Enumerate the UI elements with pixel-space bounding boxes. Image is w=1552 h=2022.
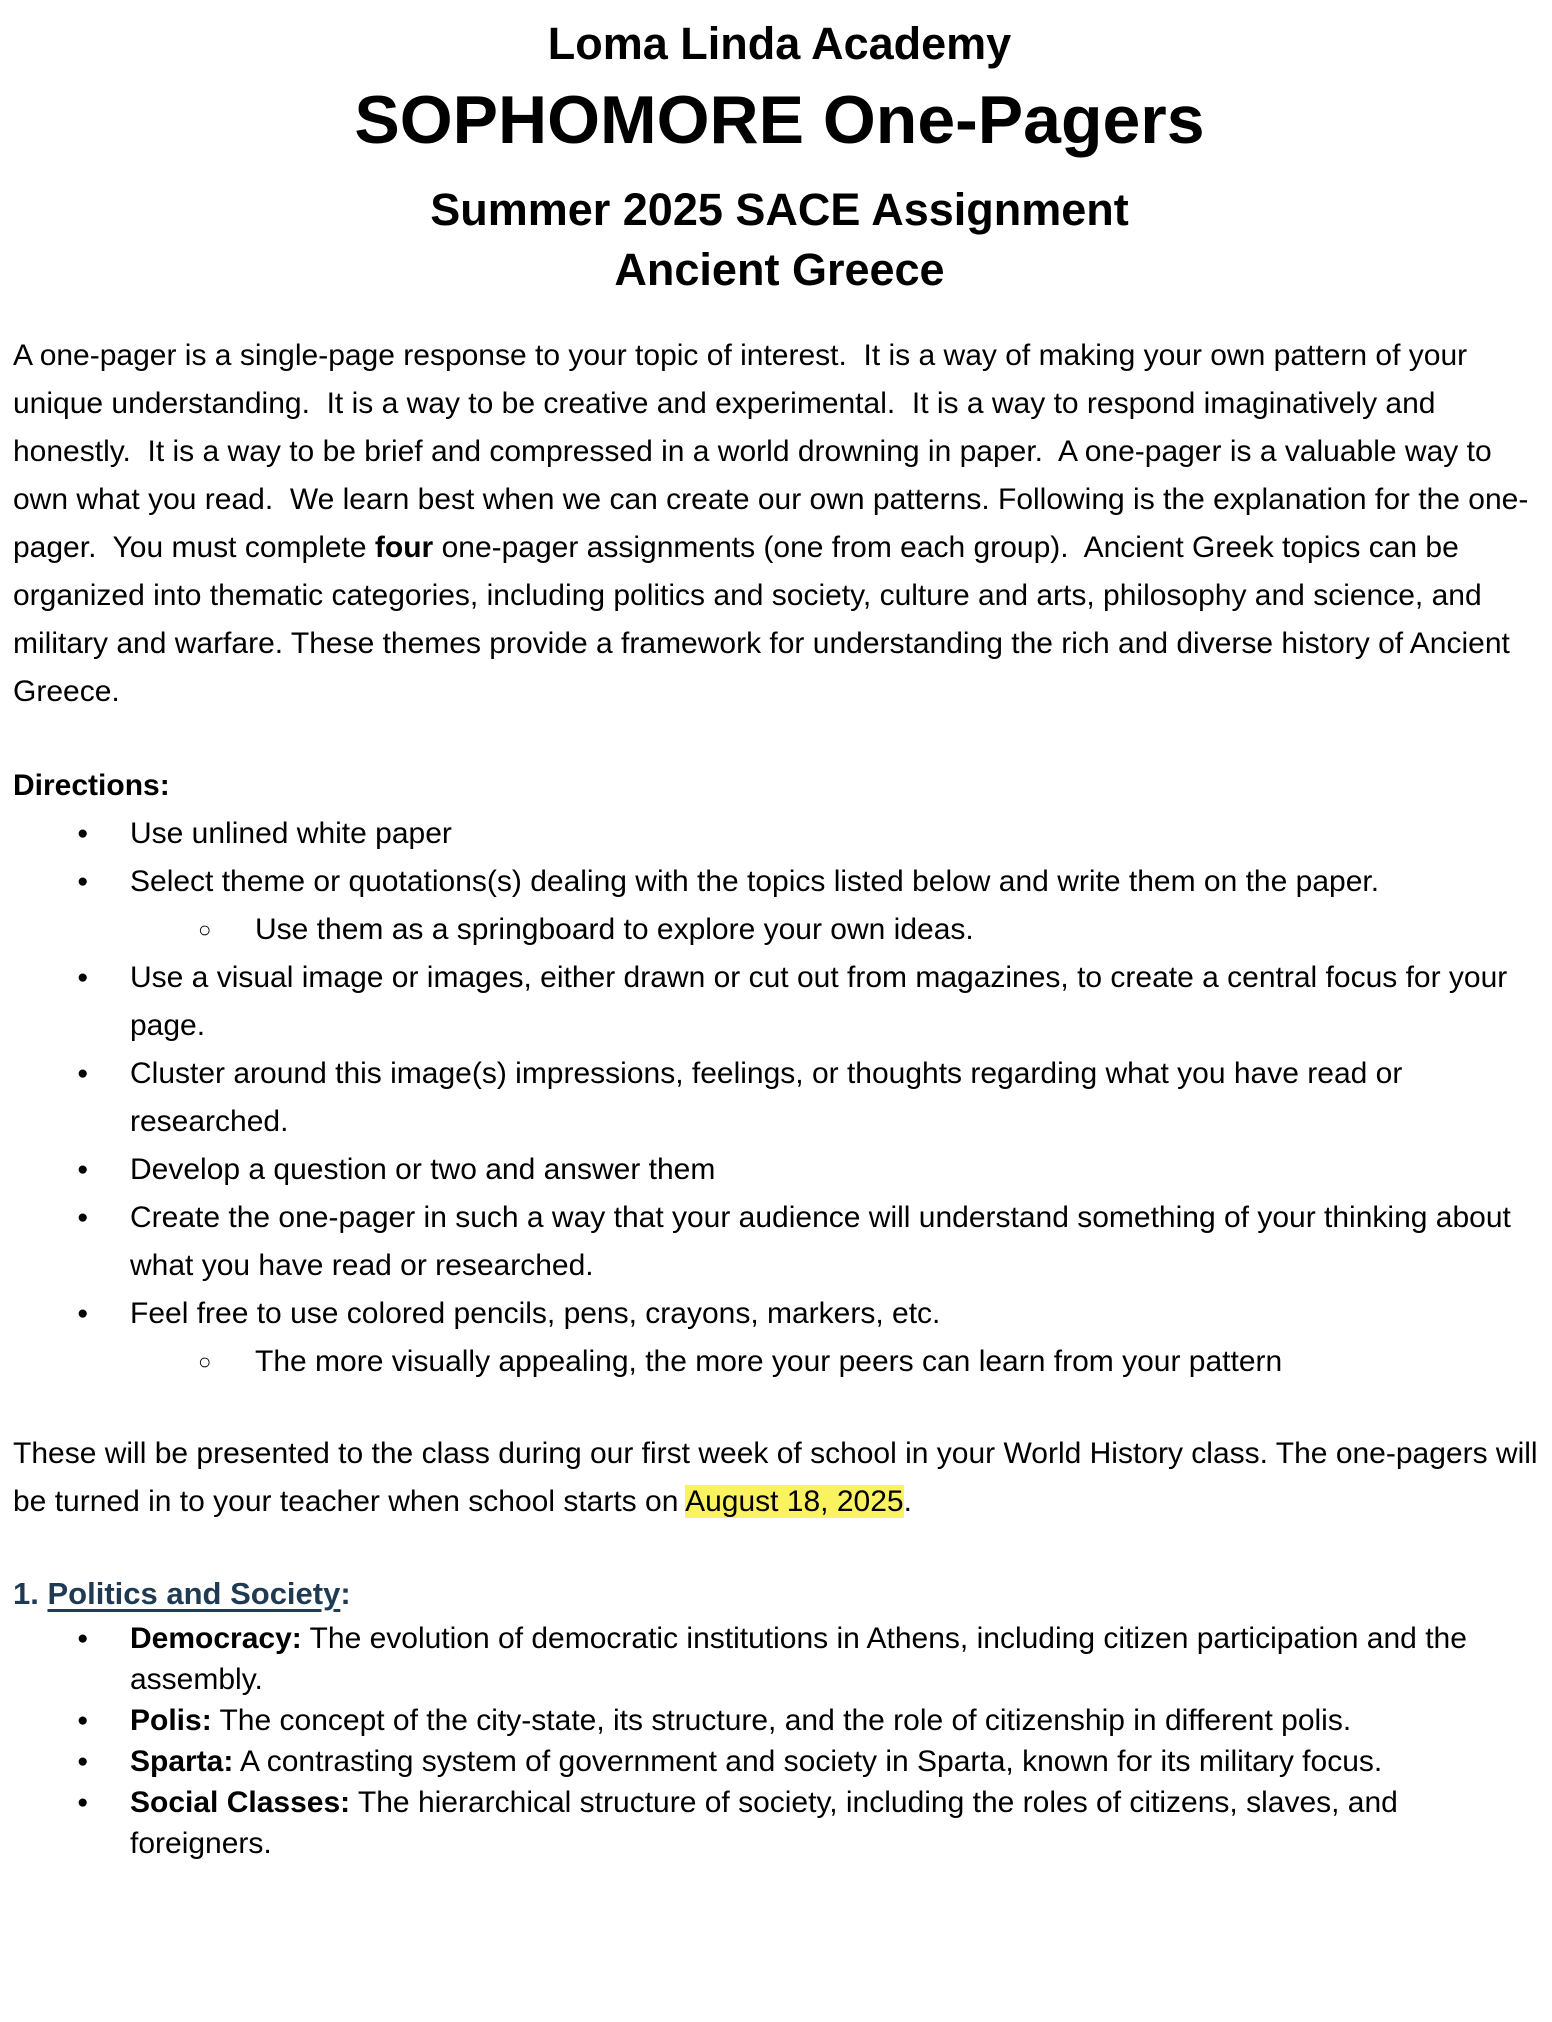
topic-description: The concept of the city-state, its structure, and the role of citizenship in different polis. [211,1704,1352,1737]
closing-paragraph [13,1430,1546,1526]
topic-term: Sparta: [130,1745,234,1778]
topic-list-item [13,1782,1546,1864]
intro-text-after: one-pager assignments (one from each group). Ancient Greek topics can be organized into thematic categories, including politics and society, culture and arts, philosophy and science, and military and warfare. These themes provide a framework for understanding the rich and diverse history of Ancient Greece. [13,531,1519,708]
topic-list-item [13,1700,1546,1741]
directions-list-item [13,1338,1546,1386]
topic-description: A contrasting system of government and society in Sparta, known for its military focus. [233,1745,1383,1778]
document-title: SOPHOMORE One-Pagers [354,82,1205,158]
directions-item-text: Use a visual image or images, either drawn or cut out from magazines, to create a central focus for your page. [130,961,1516,1042]
directions-item-text: Develop a question or two and answer them [130,1153,716,1186]
intro-bold-word: four [374,531,434,564]
directions-list [13,810,1546,1386]
topic-term: Democracy: [130,1622,302,1655]
section1-number: 1. [13,1576,39,1611]
topic-description: The evolution of democratic institutions in Athens, including citizen participation and the assembly. [130,1622,1476,1696]
topic-term: Social Classes: [130,1786,351,1819]
directions-list-item [13,858,1546,906]
section1-topic-list [13,1618,1546,1864]
topic-list-item [13,1618,1546,1700]
directions-item-text: Create the one-pager in such a way that your audience will understand something of your thinking about what you have read or researched. [130,1201,1520,1282]
school-name: Loma Linda Academy [547,18,1012,69]
intro-paragraph [13,332,1546,716]
section1-colon: : [340,1576,351,1611]
topic-description: The hierarchical structure of society, including the roles of citizens, slaves, and foreigners. [130,1786,1407,1860]
topic-list-item [13,1741,1546,1782]
section1-heading [13,1570,1546,1618]
closing-text-after: . [903,1485,912,1518]
directions-item-text: Select theme or quotations(s) dealing with the topics listed below and write them on the paper. [130,865,1380,898]
directions-list-item [13,954,1546,1050]
directions-item-text: The more visually appealing, the more your peers can learn from your pattern [255,1345,1283,1378]
directions-item-text: Feel free to use colored pencils, pens, crayons, markers, etc. [130,1297,941,1330]
directions-list-item [13,810,1546,858]
directions-list-item [13,1290,1546,1338]
directions-item-text: Use unlined white paper [130,817,452,850]
directions-item-text: Cluster around this image(s) impressions, feelings, or thoughts regarding what you have read or researched. [130,1057,1411,1138]
directions-list-item [13,1146,1546,1194]
topic-term: Polis: [130,1704,212,1737]
directions-list-item [13,1194,1546,1290]
highlighted-due-date: August 18, 2025 [685,1485,904,1518]
directions-list-item [13,1050,1546,1146]
directions-item-text: Use them as a springboard to explore your own ideas. [255,913,974,946]
document-header [13,14,1546,300]
closing-text-before: These will be presented to the class during our first week of school in your World History class. The one-pagers will be turned in to your teacher when school starts on [13,1437,1546,1518]
intro-text-before: A one-pager is a single-page response to your topic of interest. It is a way of making your own pattern of your unique understanding. It is a way to be creative and experimental. It is a way to respond imaginatively and honestly. It is a way to be brief and compressed in a world drowning in paper. A one-pager is a valuable way to own what you read. We learn best when we can create our own patterns. Following is the explanation for the one-pager. You must complete [13,339,1529,564]
directions-list-item [13,906,1546,954]
section1-title: Politics and Society [47,1576,341,1611]
directions-heading: Directions: [13,769,170,802]
topic-subtitle: Ancient Greece [614,244,945,295]
assignment-subtitle: Summer 2025 SACE Assignment [430,184,1129,235]
